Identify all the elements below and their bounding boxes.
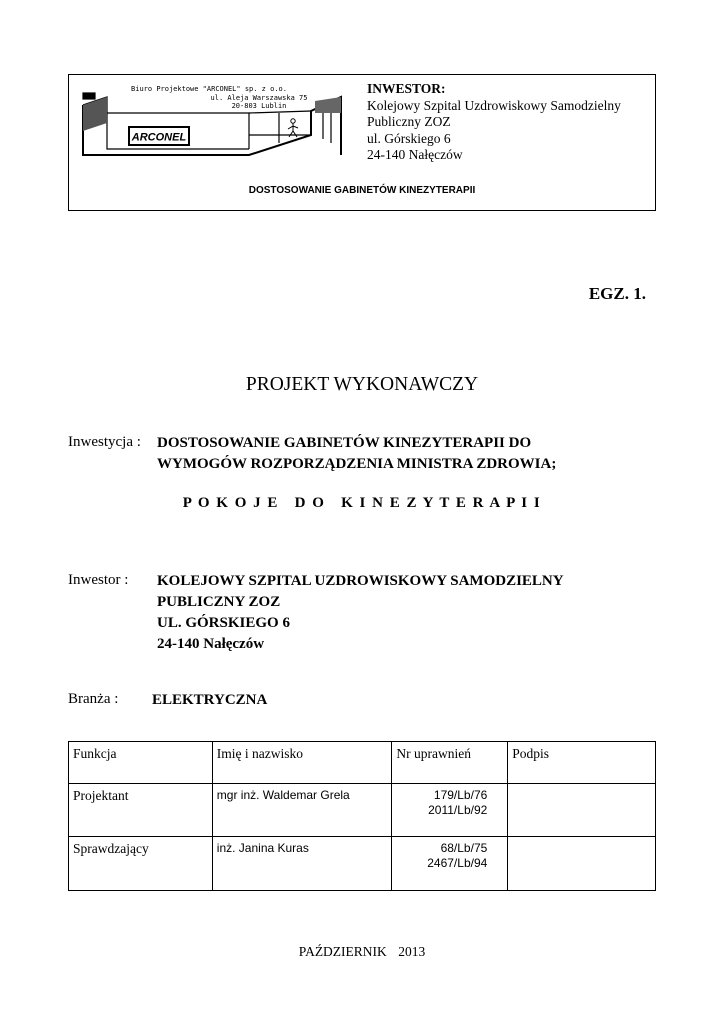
logo-line1: Biuro Projektowe "ARCONEL" sp. z o.o. [131, 85, 287, 93]
investment-line: WYMOGÓW ROZPORZĄDZENIA MINISTRA ZDROWIA; [157, 456, 557, 472]
license-number: 68/Lb/75 [440, 841, 488, 855]
signature-cell [508, 784, 656, 837]
investment-line: DOSTOSOWANIE GABINETÓW KINEZYTERAPII DO [157, 435, 532, 451]
header-investor-label: INWESTOR: [367, 81, 446, 96]
header-investor-line: ul. Górskiego 6 [367, 130, 451, 146]
license-numbers-cell [392, 784, 508, 837]
license-number: 2467/Lb/94 [427, 856, 488, 870]
investor-line: UL. GÓRSKIEGO 6 [157, 615, 290, 631]
header-investor-block [367, 81, 652, 164]
table-row [69, 837, 656, 891]
investment-subtitle: P O K O J E D O K I N E Z Y T E R A P I I [182, 495, 542, 511]
document-title: PROJEKT WYKONAWCZY [245, 374, 479, 395]
license-numbers-cell [392, 837, 508, 891]
footer-month: PAŹDZIERNIK [298, 944, 387, 959]
branch-label: Branża : [68, 691, 119, 707]
investment-label: Inwestycja : [68, 434, 141, 450]
arconel-logo [79, 83, 347, 163]
signatures-table [68, 741, 656, 891]
copy-number: EGZ. 1. [588, 284, 646, 303]
footer-year: 2013 [398, 944, 426, 959]
header-investor-line: Publiczny ZOZ [367, 114, 451, 129]
header-project-title: DOSTOSOWANIE GABINETÓW KINEZYTERAPII [248, 185, 476, 196]
investor-line: 24-140 Nałęczów [157, 636, 265, 652]
table-header-cell: Imię i nazwisko [212, 742, 392, 784]
name-cell: mgr inż. Waldemar Grela [212, 784, 392, 837]
table-row [69, 784, 656, 837]
table-header-row [69, 742, 656, 784]
investor-label: Inwestor : [68, 572, 129, 588]
footer-date [0, 944, 724, 960]
branch-value: ELEKTRYCZNA [152, 692, 268, 708]
logo-brand: ARCONEL [131, 131, 187, 144]
function-cell: Sprawdzający [69, 837, 213, 891]
header-box [68, 74, 656, 211]
logo-line2: ul. Aleja Warszawska 75 [210, 94, 308, 102]
signature-cell [508, 837, 656, 891]
function-cell: Projektant [69, 784, 213, 837]
logo-line3: 20-803 Lublin [231, 102, 287, 110]
investor-line: PUBLICZNY ZOZ [157, 594, 281, 610]
investor-line: KOLEJOWY SZPITAL UZDROWISKOWY SAMODZIELNY [157, 573, 564, 589]
table-header-cell: Nr uprawnień [392, 742, 508, 784]
license-number: 2011/Lb/92 [428, 803, 488, 817]
license-number: 179/Lb/76 [433, 788, 488, 802]
investment-value [157, 433, 556, 475]
header-investor-line: 24-140 Nałęczów [367, 147, 463, 162]
investor-value [157, 571, 564, 655]
name-cell: inż. Janina Kuras [212, 837, 392, 891]
header-investor-line: Kolejowy Szpital Uzdrowiskowy Samodzielny [367, 97, 621, 113]
table-header-cell: Funkcja [69, 742, 213, 784]
table-header-cell: Podpis [508, 742, 656, 784]
